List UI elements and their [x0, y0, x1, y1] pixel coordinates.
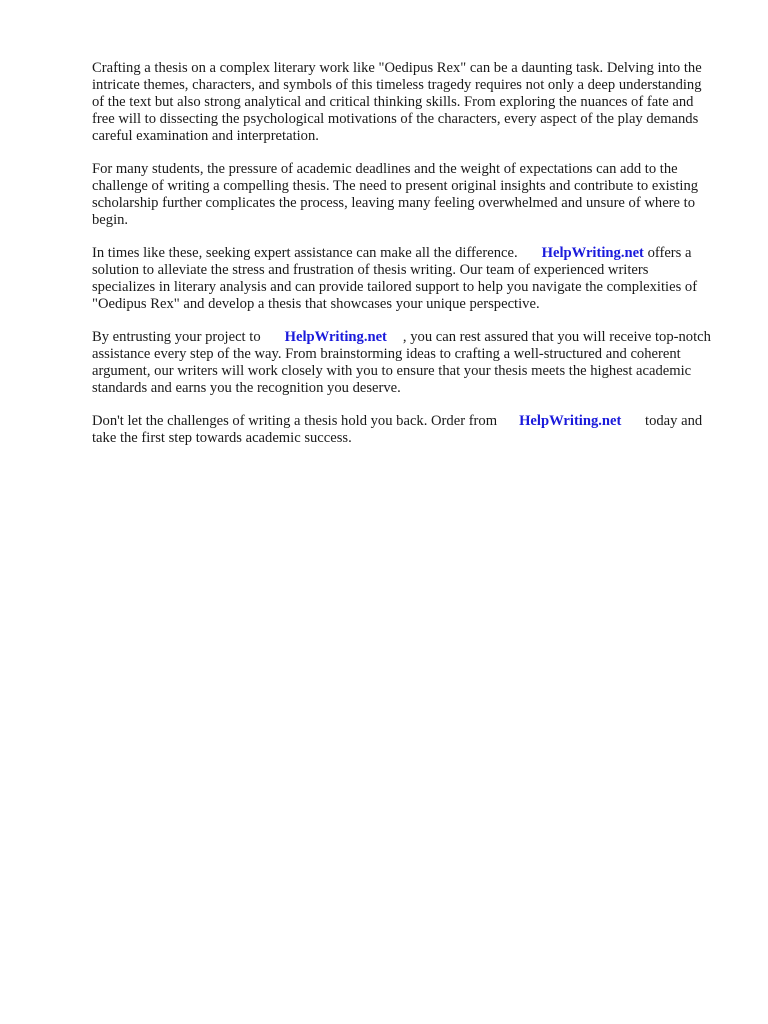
paragraph-assistance-text-before: In times like these, seeking expert assistance can make all the difference. [92, 245, 518, 261]
paragraph-entrusting [92, 329, 714, 397]
helpwriting-link-3[interactable]: HelpWriting.net [519, 413, 622, 429]
paragraph-entrusting-text-after: , you can rest assured that you will receive top-notch assistance every step of the way. From brainstorming ideas to crafting a well-structured and coherent argument, our writers will work closely with you to ensure that your thesis meets the highest academic standards and earns you the recognition you deserve. [92, 329, 711, 396]
paragraph-entrusting-text-before: By entrusting your project to [92, 329, 261, 345]
paragraph-assistance [92, 245, 714, 313]
paragraph-order [92, 413, 714, 447]
helpwriting-link-2[interactable]: HelpWriting.net [284, 329, 387, 345]
paragraph-order-text-after: today and take the first step towards academic success. [92, 413, 703, 446]
helpwriting-link-1[interactable]: HelpWriting.net [541, 245, 644, 261]
paragraph-students: For many students, the pressure of academic deadlines and the weight of expectations can add to the challenge of writing a compelling thesis. The need to present original insights and contribute to existing scholarship further complicates the process, leaving many feeling overwhelmed and unsure of where to begin. [92, 161, 699, 228]
paragraph-order-text-before: Don't let the challenges of writing a thesis hold you back. Order from [92, 413, 498, 429]
paragraph-intro: Crafting a thesis on a complex literary work like "Oedipus Rex" can be a daunting task. Delving into the intricate themes, characters, and symbols of this timeless tragedy requires not only a deep understanding of the text but also strong analytical and critical thinking skills. From exploring the nuances of fate and free will to dissecting the psychological motivations of the characters, every aspect of the play demands careful examination and interpretation. [92, 60, 702, 144]
paragraph-assistance-text-after: offers a solution to alleviate the stress and frustration of thesis writing. Our team of experienced writers specializes in literary analysis and can provide tailored support to help you navigate the complexities of "Oedipus Rex" and develop a thesis that showcases your unique perspective. [92, 245, 698, 312]
